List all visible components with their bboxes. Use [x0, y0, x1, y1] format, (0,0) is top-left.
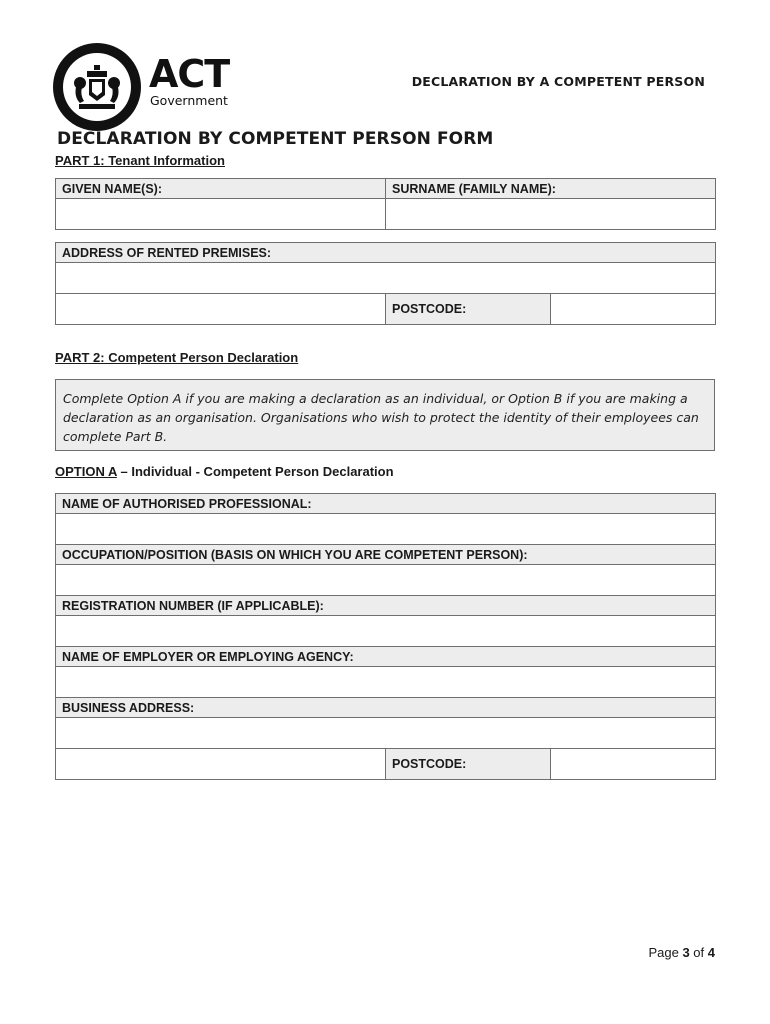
part2-heading-text: PART 2: Competent Person Declaration	[55, 350, 299, 365]
logo-act-text: ACT	[149, 52, 230, 96]
page-prefix: Page	[648, 945, 683, 960]
employer-field[interactable]	[56, 667, 716, 698]
business-address-field-line2[interactable]	[56, 749, 386, 780]
business-postcode-field[interactable]	[551, 749, 716, 780]
given-names-field[interactable]	[56, 199, 386, 230]
coat-of-arms-icon	[69, 59, 125, 115]
logo-government-text: Government	[150, 93, 228, 108]
option-a-table	[55, 493, 716, 780]
part1-heading-text: PART 1: Tenant Information	[55, 153, 225, 168]
occupation-label: OCCUPATION/POSITION (BASIS ON WHICH YOU ARE COMPETENT PERSON):	[56, 545, 716, 565]
rented-postcode-label: POSTCODE:	[386, 294, 551, 325]
part2-instructions: Complete Option A if you are making a declaration as an individual, or Option B if you are making a declaration as an organisation. Organisations who wish to protect the identity of their employees can complete Part B.	[55, 379, 715, 451]
option-a-heading-rest: – Individual - Competent Person Declaration	[116, 464, 394, 479]
tenant-name-table	[55, 178, 716, 230]
part2-heading	[55, 350, 298, 365]
rented-address-label: ADDRESS OF RENTED PREMISES:	[56, 243, 716, 263]
business-postcode-label: POSTCODE:	[386, 749, 551, 780]
page-total: 4	[707, 945, 715, 960]
surname-label: SURNAME (FAMILY NAME):	[386, 179, 716, 199]
business-address-label: BUSINESS ADDRESS:	[56, 698, 716, 718]
authorised-professional-field[interactable]	[56, 514, 716, 545]
page-number	[648, 945, 715, 960]
page-current: 3	[682, 945, 690, 960]
business-address-field[interactable]	[56, 718, 716, 749]
part1-heading	[55, 153, 225, 168]
registration-number-field[interactable]	[56, 616, 716, 647]
act-government-logo	[53, 43, 243, 133]
form-title: DECLARATION BY COMPETENT PERSON FORM	[57, 129, 494, 149]
registration-number-label: REGISTRATION NUMBER (IF APPLICABLE):	[56, 596, 716, 616]
option-a-heading-prefix: OPTION A	[55, 464, 117, 479]
option-a-heading	[55, 464, 394, 479]
document-header-title: DECLARATION BY A COMPETENT PERSON	[411, 74, 705, 89]
given-names-label: GIVEN NAME(S):	[56, 179, 386, 199]
rented-address-field-line2[interactable]	[56, 294, 386, 325]
page-of: of	[689, 945, 708, 960]
authorised-professional-label: NAME OF AUTHORISED PROFESSIONAL:	[56, 494, 716, 514]
employer-label: NAME OF EMPLOYER OR EMPLOYING AGENCY:	[56, 647, 716, 667]
rented-address-table	[55, 242, 716, 325]
occupation-field[interactable]	[56, 565, 716, 596]
rented-address-field[interactable]	[56, 263, 716, 294]
surname-field[interactable]	[386, 199, 716, 230]
coat-of-arms-seal	[53, 43, 141, 131]
rented-postcode-field[interactable]	[551, 294, 716, 325]
